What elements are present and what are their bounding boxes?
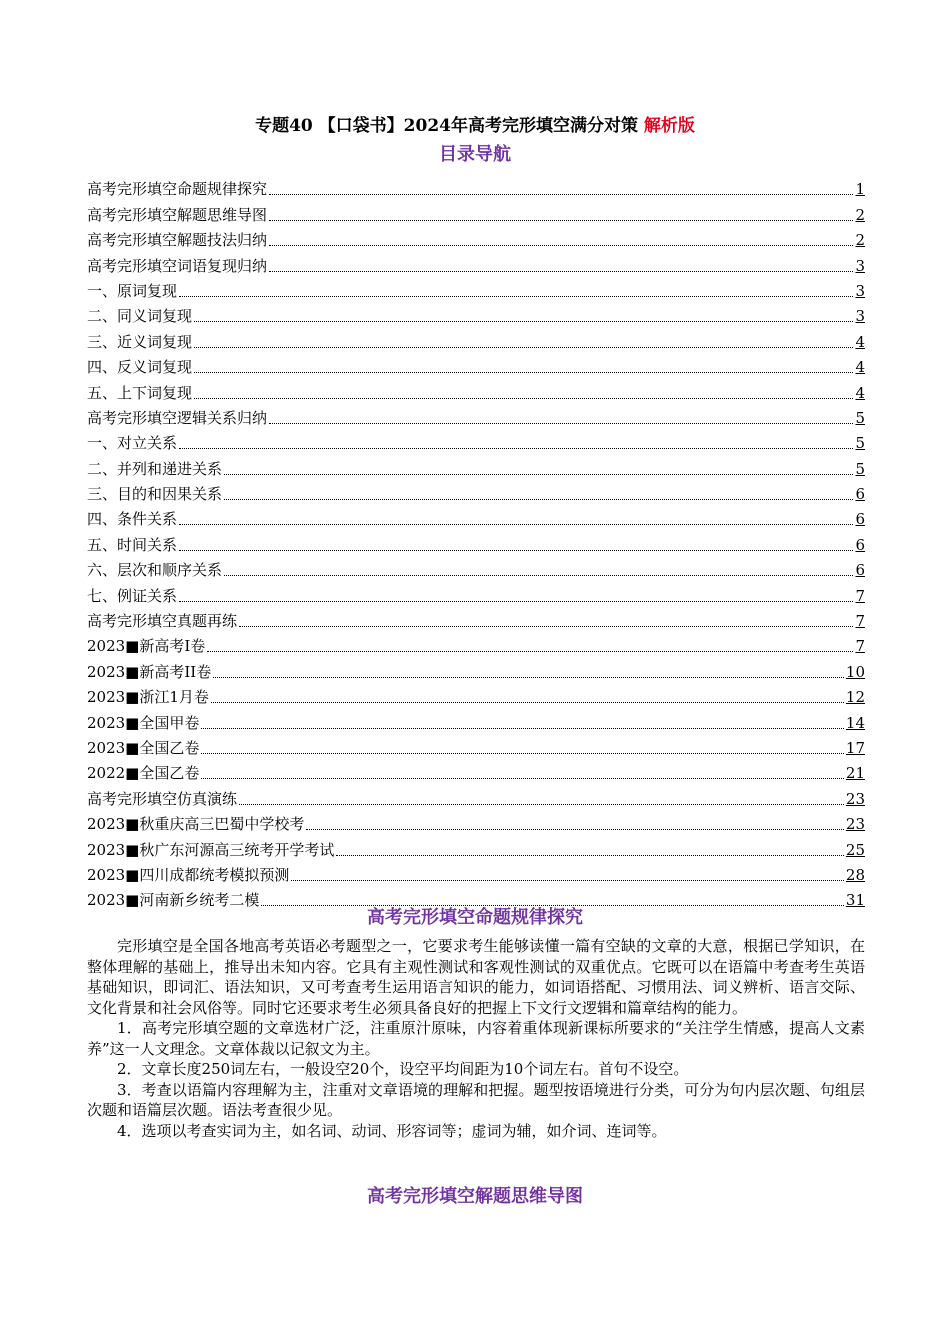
toc-entry-label[interactable]: 高考完形填空解题思维导图 — [87, 205, 268, 224]
toc-entry-label[interactable]: 2023■全国乙卷 — [87, 738, 200, 757]
toc-entry[interactable] — [87, 301, 865, 326]
paragraph: 1．高考完形填空题的文章选材广泛，注重原汁原味，内容着重体现新课标所要求的“关注学生情感，提高人文素养”这一人文理念。文章体裁以记叙文为主。 — [87, 1019, 865, 1058]
toc-entry-label[interactable]: 2023■浙江1月卷 — [87, 688, 209, 707]
toc-leader-dots — [291, 879, 844, 881]
toc-leader-dots — [224, 473, 853, 475]
toc-entry[interactable] — [87, 860, 865, 885]
toc-entry-page[interactable]: 2 — [855, 205, 865, 224]
toc-leader-dots — [336, 854, 844, 856]
toc-entry-label[interactable]: 二、并列和递进关系 — [87, 459, 223, 478]
toc-entry-page[interactable]: 1 — [855, 180, 865, 199]
toc-entry-label[interactable]: 一、对立关系 — [87, 434, 178, 453]
toc-entry-page[interactable]: 6 — [855, 561, 865, 580]
toc-leader-dots — [179, 447, 853, 449]
toc-entry-label[interactable]: 七、例证关系 — [87, 586, 178, 605]
toc-entry-label[interactable]: 2023■新高考II卷 — [87, 662, 212, 681]
toc-leader-dots — [239, 625, 853, 627]
toc-leader-dots — [194, 346, 853, 348]
toc-entry-label[interactable]: 2023■全国甲卷 — [87, 713, 200, 732]
toc-entry-label[interactable]: 高考完形填空逻辑关系归纳 — [87, 408, 268, 427]
toc-entry[interactable] — [87, 174, 865, 199]
toc-entry[interactable] — [87, 225, 865, 250]
toc-heading: 目录导航 — [439, 144, 511, 165]
document-title-highlight: 解析版 — [643, 116, 695, 136]
toc-entry[interactable] — [87, 682, 865, 707]
toc-entry-label[interactable]: 高考完形填空解题技法归纳 — [87, 231, 268, 250]
toc-entry[interactable] — [87, 276, 865, 301]
toc-entry[interactable] — [87, 758, 865, 783]
toc-entry-label[interactable]: 高考完形填空真题再练 — [87, 612, 238, 631]
toc-entry-page[interactable]: 6 — [855, 535, 865, 554]
toc-leader-dots — [179, 295, 853, 297]
toc-entry-page[interactable]: 5 — [855, 408, 865, 427]
toc-leader-dots — [269, 193, 853, 195]
toc-entry-label[interactable]: 2023■秋广东河源高三统考开学考试 — [87, 840, 335, 859]
toc-entry[interactable] — [87, 529, 865, 554]
toc-leader-dots — [269, 244, 853, 246]
toc-leader-dots — [306, 828, 844, 830]
toc-entry-page[interactable]: 3 — [855, 256, 865, 275]
toc-leader-dots — [179, 523, 853, 525]
document-title-main: 专题40 【口袋书】2024年高考完形填空满分对策 — [255, 116, 644, 136]
toc-leader-dots — [207, 650, 853, 652]
toc-leader-dots — [194, 371, 853, 373]
toc-leader-dots — [194, 397, 853, 399]
paragraph: 3．考查以语篇内容理解为主，注重对文章语境的理解和把握。题型按语境进行分类，可分为句内层次题、句组层次题和语篇层次题。语法考查很少见。 — [87, 1080, 865, 1119]
toc-entry-label[interactable]: 2023■秋重庆高三巴蜀中学校考 — [87, 815, 305, 834]
toc-entry[interactable] — [87, 631, 865, 656]
toc-entry[interactable] — [87, 606, 865, 631]
toc-entry-page[interactable]: 23 — [845, 815, 865, 834]
toc-entry[interactable] — [87, 733, 865, 758]
paragraph: 完形填空是全国各地高考英语必考题型之一，它要求考生能够读懂一篇有空缺的文章的大意，根据已学知识，在整体理解的基础上，推导出未知内容。它具有主观性测试和客观性测试的双重优点。它既可以在语篇中考查考生英语基础知识，即词汇、语法知识，又可考查考生运用语言知识的能力，如词语搭配、习惯用法、词义辨析、语言交际、文化背景和社会风俗等。同时它还要求考生必须具备良好的把握上下文行文逻辑和篇章结构的能力。 — [87, 937, 865, 1017]
section-body-rules — [87, 936, 865, 1141]
section-heading-rules: 高考完形填空命题规律探究 — [367, 907, 583, 928]
toc-entry[interactable] — [87, 377, 865, 402]
toc-entry-page[interactable]: 7 — [855, 586, 865, 605]
toc-entry-label[interactable]: 一、原词复现 — [87, 281, 178, 300]
paragraph: 2．文章长度250词左右，一般设空20个，设空平均间距为10个词左右。首句不设空。 — [117, 1060, 689, 1078]
toc-entry-page[interactable]: 5 — [855, 434, 865, 453]
toc-entry[interactable] — [87, 783, 865, 808]
toc-leader-dots — [213, 676, 844, 678]
section-heading-mindmap: 高考完形填空解题思维导图 — [367, 1186, 583, 1207]
toc-entry[interactable] — [87, 504, 865, 529]
toc-leader-dots — [211, 701, 844, 703]
toc-entry-page[interactable]: 17 — [845, 738, 865, 757]
toc-entry-page[interactable]: 6 — [855, 485, 865, 504]
toc-entry-page[interactable]: 12 — [845, 688, 865, 707]
toc-entry-page[interactable]: 31 — [845, 891, 865, 910]
toc-entry-label[interactable]: 2023■四川成都统考模拟预测 — [87, 865, 290, 884]
toc-entry-label[interactable]: 四、条件关系 — [87, 510, 178, 529]
toc-leader-dots — [269, 270, 853, 272]
toc-entry-page[interactable]: 6 — [855, 510, 865, 529]
toc-entry[interactable] — [87, 352, 865, 377]
toc-entry-label[interactable]: 五、时间关系 — [87, 535, 178, 554]
toc-entry-page[interactable]: 7 — [855, 637, 865, 656]
toc-leader-dots — [201, 727, 844, 729]
toc-entry[interactable] — [87, 326, 865, 351]
toc-entry-label[interactable]: 四、反义词复现 — [87, 358, 193, 377]
toc-entry-page[interactable]: 28 — [845, 865, 865, 884]
toc-entry[interactable] — [87, 656, 865, 681]
toc-entry-label[interactable]: 2023■新高考I卷 — [87, 637, 206, 656]
toc-entry-label[interactable]: 2023■河南新乡统考二模 — [87, 891, 260, 910]
toc-entry-label[interactable]: 三、目的和因果关系 — [87, 485, 223, 504]
toc-entry-page[interactable]: 3 — [855, 307, 865, 326]
toc-entry-page[interactable]: 4 — [855, 383, 865, 402]
toc-leader-dots — [179, 600, 853, 602]
toc-leader-dots — [224, 574, 853, 576]
toc-entry-label[interactable]: 二、同义词复现 — [87, 307, 193, 326]
toc-entry-page[interactable]: 25 — [845, 840, 865, 859]
toc-entry-label[interactable]: 三、近义词复现 — [87, 332, 193, 351]
toc-entry-page[interactable]: 23 — [845, 789, 865, 808]
toc-entry[interactable] — [87, 403, 865, 428]
toc-leader-dots — [201, 777, 844, 779]
toc-leader-dots — [269, 422, 853, 424]
toc-entry[interactable] — [87, 453, 865, 478]
toc-leader-dots — [179, 549, 853, 551]
toc-entry-label[interactable]: 高考完形填空命题规律探究 — [87, 180, 268, 199]
toc-leader-dots — [269, 219, 853, 221]
toc-entry-page[interactable]: 7 — [855, 612, 865, 631]
toc-entry-page[interactable]: 14 — [845, 713, 865, 732]
toc-entry[interactable] — [87, 199, 865, 224]
toc-entry-page[interactable]: 2 — [855, 231, 865, 250]
toc-leader-dots — [239, 803, 844, 805]
toc-leader-dots — [224, 498, 853, 500]
toc-entry[interactable] — [87, 580, 865, 605]
paragraph: 4．选项以考查实词为主，如名词、动词、形容词等；虚词为辅，如介词、连词等。 — [117, 1121, 667, 1140]
toc-entry[interactable] — [87, 834, 865, 859]
table-of-contents — [87, 174, 865, 910]
toc-leader-dots — [194, 320, 853, 322]
toc-entry-page[interactable]: 10 — [845, 662, 865, 681]
document-title — [0, 114, 950, 138]
toc-entry-label[interactable]: 高考完形填空仿真演练 — [87, 789, 238, 808]
toc-entry-page[interactable]: 4 — [855, 332, 865, 351]
toc-entry-page[interactable]: 4 — [855, 358, 865, 377]
toc-entry-label[interactable]: 高考完形填空词语复现归纳 — [87, 256, 268, 275]
toc-entry-page[interactable]: 3 — [855, 281, 865, 300]
toc-entry[interactable] — [87, 707, 865, 732]
toc-entry[interactable] — [87, 809, 865, 834]
toc-entry-page[interactable]: 21 — [845, 764, 865, 783]
toc-entry[interactable] — [87, 479, 865, 504]
toc-entry[interactable] — [87, 250, 865, 275]
toc-leader-dots — [201, 752, 844, 754]
toc-entry-label[interactable]: 六、层次和顺序关系 — [87, 561, 223, 580]
toc-entry-page[interactable]: 5 — [855, 459, 865, 478]
toc-entry-label[interactable]: 2022■全国乙卷 — [87, 764, 200, 783]
toc-entry-label[interactable]: 五、上下词复现 — [87, 383, 193, 402]
toc-entry[interactable] — [87, 428, 865, 453]
toc-entry[interactable] — [87, 555, 865, 580]
